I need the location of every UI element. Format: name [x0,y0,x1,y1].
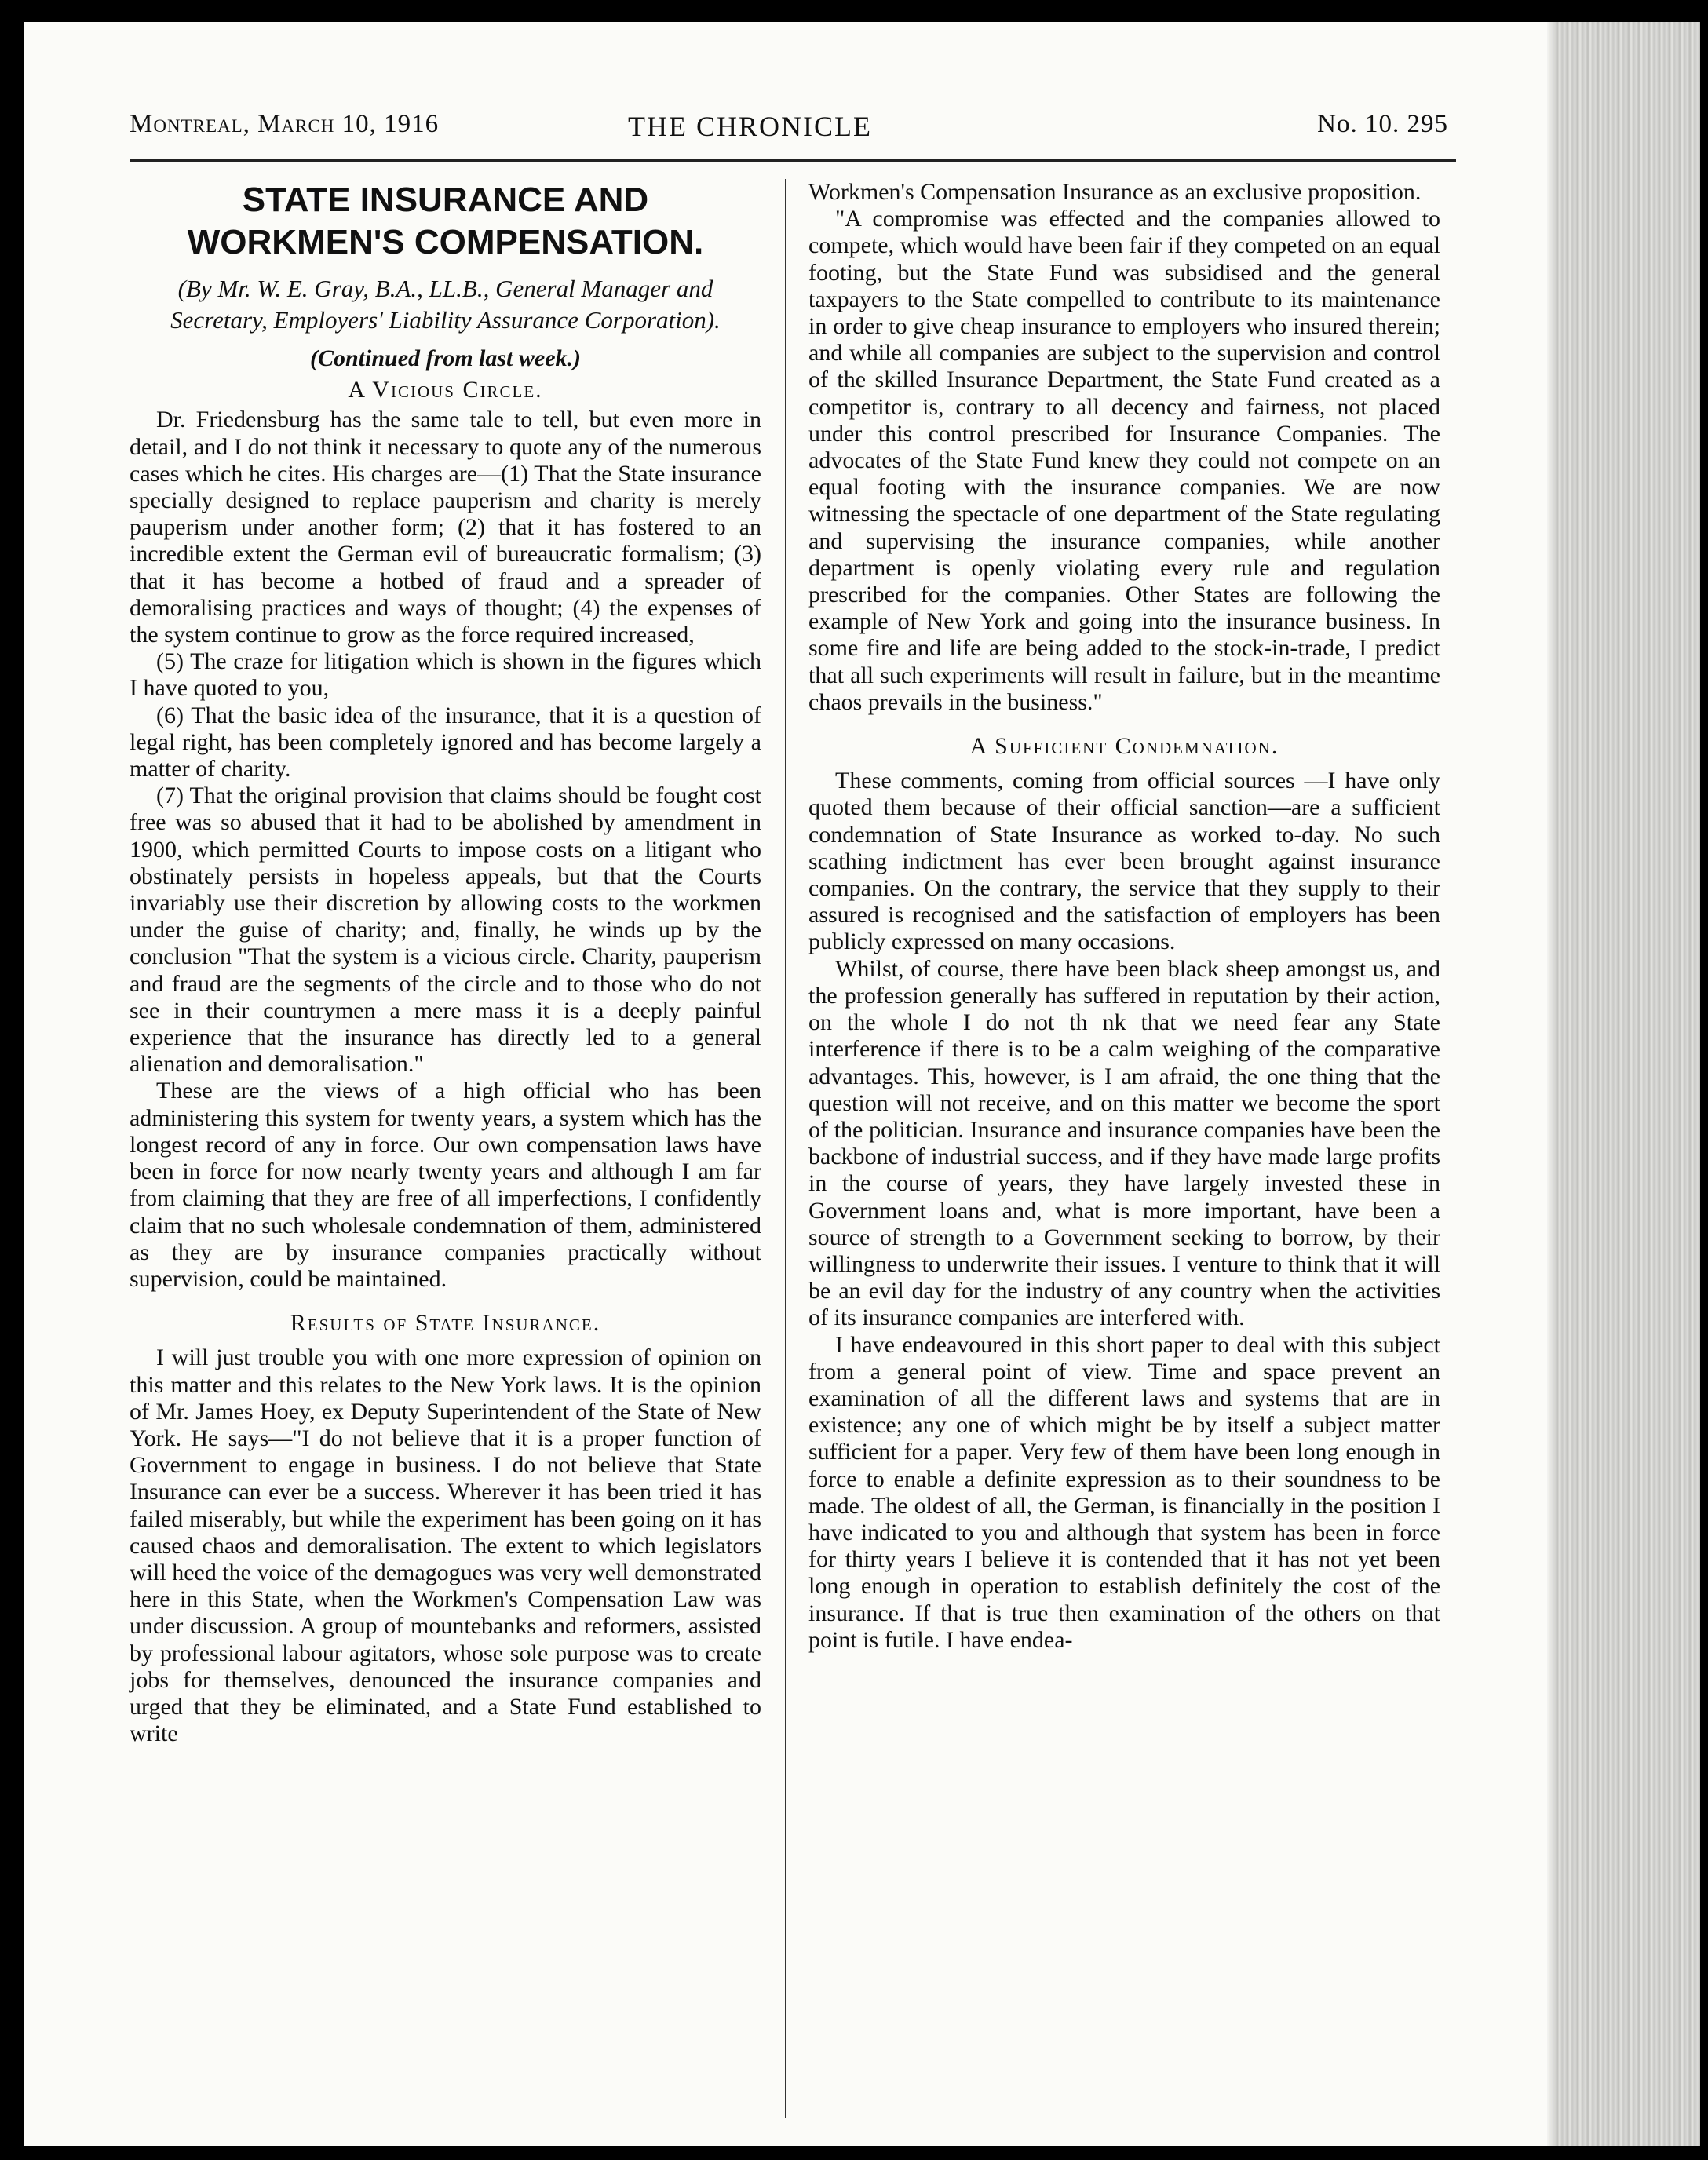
subhead-vicious-circle: A Vicious Circle. [348,377,543,403]
book-gutter [1555,22,1700,2146]
continued-note: (Continued from last week.) [309,345,581,371]
column-rule [785,179,786,2118]
paragraph: I have endeavoured in this short paper to deal with this subject from a general point of view. Time and space prevent an examination of all the different laws and systems that are in existence; any one of which might be by itself a subject matter sufficient for a paper. Very few of them have been long enough in force to enable a definite expression as to their soundness to be made. The oldest of all, the German, is financially in the position I have indicated to you and although that system has been in force for thirty years I believe it is contended that it has not yet been long enough in operation to establish definitely the cost of the insurance. If that is true then examination of the others on that point is futile. I have endea- [808,1331,1440,1653]
newspaper-page [130,93,1456,2118]
paragraph: Whilst, of course, there have been black sheep amongst us, and the profession generally has suffered in reputation by their action, on the whole I do not th nk that we need fear any State interference if there is to be a calm weighing of the comparative advantages. This, however, is I am afraid, the one thing that the question will not receive, and on this matter we become the sport of the politician. Insurance and insurance companies have been the backbone of industrial success, and if they have made large profits in the course of years, they have largely invested these in Government loans and, what is more important, have been a source of strength to a Government seeking to borrow, by their willingness to underwrite their issues. I venture to think that it will be an evil day for the industry of any country when the activities of its insurance companies are interfered with. [808,955,1440,1331]
subhead-sufficient-condemnation: A Sufficient Condemnation. [969,733,1279,760]
paragraph: These are the views of a high official who has been administering this system for twenty years, a system which has the longest record of any in force. Our own compensation laws have been in force for now nearly twenty years and although I am far from claiming that they are free of all imperfections, I confidently claim that no such wholesale condemnation of them, administered as they are by insurance companies practically without supervision, could be maintained. [130,1078,761,1292]
header-issue-page: No. 10. 295 [1317,110,1448,138]
subhead-results-state-insurance: Results of State Insurance. [290,1310,601,1337]
header-publication-title: THE CHRONICLE [628,111,872,142]
scanned-page [24,22,1700,2146]
running-head [130,110,1456,149]
article-byline: (By Mr. W. E. Gray, B.A., LL.B., General Manager and Secretary, Employers' Liability Assurance Corporation). [170,275,721,334]
left-column [130,179,761,1747]
paragraph: "A compromise was effected and the companies allowed to compete, which would have been fair if they competed on an equal footing, but the State Fund was subsidised and the general taxpayers to the State compelled to contribute to its maintenance in order to give cheap insurance to employers who insured therein; and while all companies are subject to the supervision and control of the skilled Insurance Department, the State Fund created as a competitor is, contrary to all decency and fairness, not placed under this control prescribed for Insurance Companies. The advocates of the State Fund knew they could not compete on an equal footing with the insurance companies. We are now witnessing the spectacle of one department of the State regulating and supervising the insurance companies, while another department is openly violating every rule and regulation prescribed for the companies. Other States are following the example of New York and going into the insurance business. In some fire and life are being added to the stock-in-trade, I predict that all such experiments will result in failure, but in the meantime chaos prevails in the business." [808,206,1440,715]
header-rule [130,159,1456,162]
paragraph: (5) The craze for litigation which is shown in the figures which I have quoted to you, [130,648,761,702]
paragraph: (6) That the basic idea of the insurance, that it is a question of legal right, has been completely ignored and has become largely a matter of charity. [130,702,761,783]
paragraph: Dr. Friedensburg has the same tale to tell, but even more in detail, and I do not think it necessary to quote any of the numerous cases which he cites. His charges are—(1) That the State insurance specially designed to replace pauperism and charity is merely pauperism under another form; (2) that it has fostered to an incredible extent the German evil of bureaucratic formalism; (3) that it has become a hotbed of fraud and a spreader of demoralising practices and ways of thought; (4) the expenses of the system continue to grow as the force required increased, [130,407,761,648]
right-column [808,179,1440,1654]
article-title: STATE INSURANCE AND WORKMEN'S COMPENSATION. [187,181,704,261]
paragraph: I will just trouble you with one more expression of opinion on this matter and this relates to the New York laws. It is the opinion of Mr. James Hoey, ex Deputy Superintendent of the State of New York. He says—"I do not believe that it is a proper function of Government to engage in business. I do not believe that State Insurance can ever be a success. Wherever it has been tried it has failed miserably, but while the experiment has been going on it has caused chaos and demoralisation. The extent to which legislators will heed the voice of the demagogues was very well demonstrated here in this State, when the Workmen's Compensation Law was under discussion. A group of mountebanks and reformers, assisted by professional labour agitators, whose sole purpose was to create jobs for themselves, denounced the insurance companies and urged that they be eliminated, and a State Fund established to write [130,1345,761,1747]
paragraph-continuation: Workmen's Compensation Insurance as an exclusive proposition. [808,179,1422,205]
paragraph: (7) That the original provision that claims should be fought cost free was so abused that it had to be abolished by amendment in 1900, which permitted Courts to impose costs on a litigant who obstinately persists in hopeless appeals, but that the Courts invariably use their discretion by allowing costs to the workmen under the guise of charity; and, finally, he winds up by the conclusion "That the system is a vicious circle. Charity, pauperism and fraud are the segments of the circle and to those who do not see in their countrymen a mere mass it is a deeply painful experience that the insurance has directly led to a general alienation and demoralisation." [130,783,761,1078]
page-edge-shadow [1547,22,1555,2146]
header-date: Montreal, March 10, 1916 [130,110,440,138]
paragraph: These comments, coming from official sources —I have only quoted them because of their official sanction—are a sufficient condemnation of State Insurance as worked to-day. No such scathing indictment has ever been brought against insurance companies. On the contrary, the service that they supply to their assured is recognised and the satisfaction of employers has been publicly expressed on many occasions. [808,768,1440,955]
